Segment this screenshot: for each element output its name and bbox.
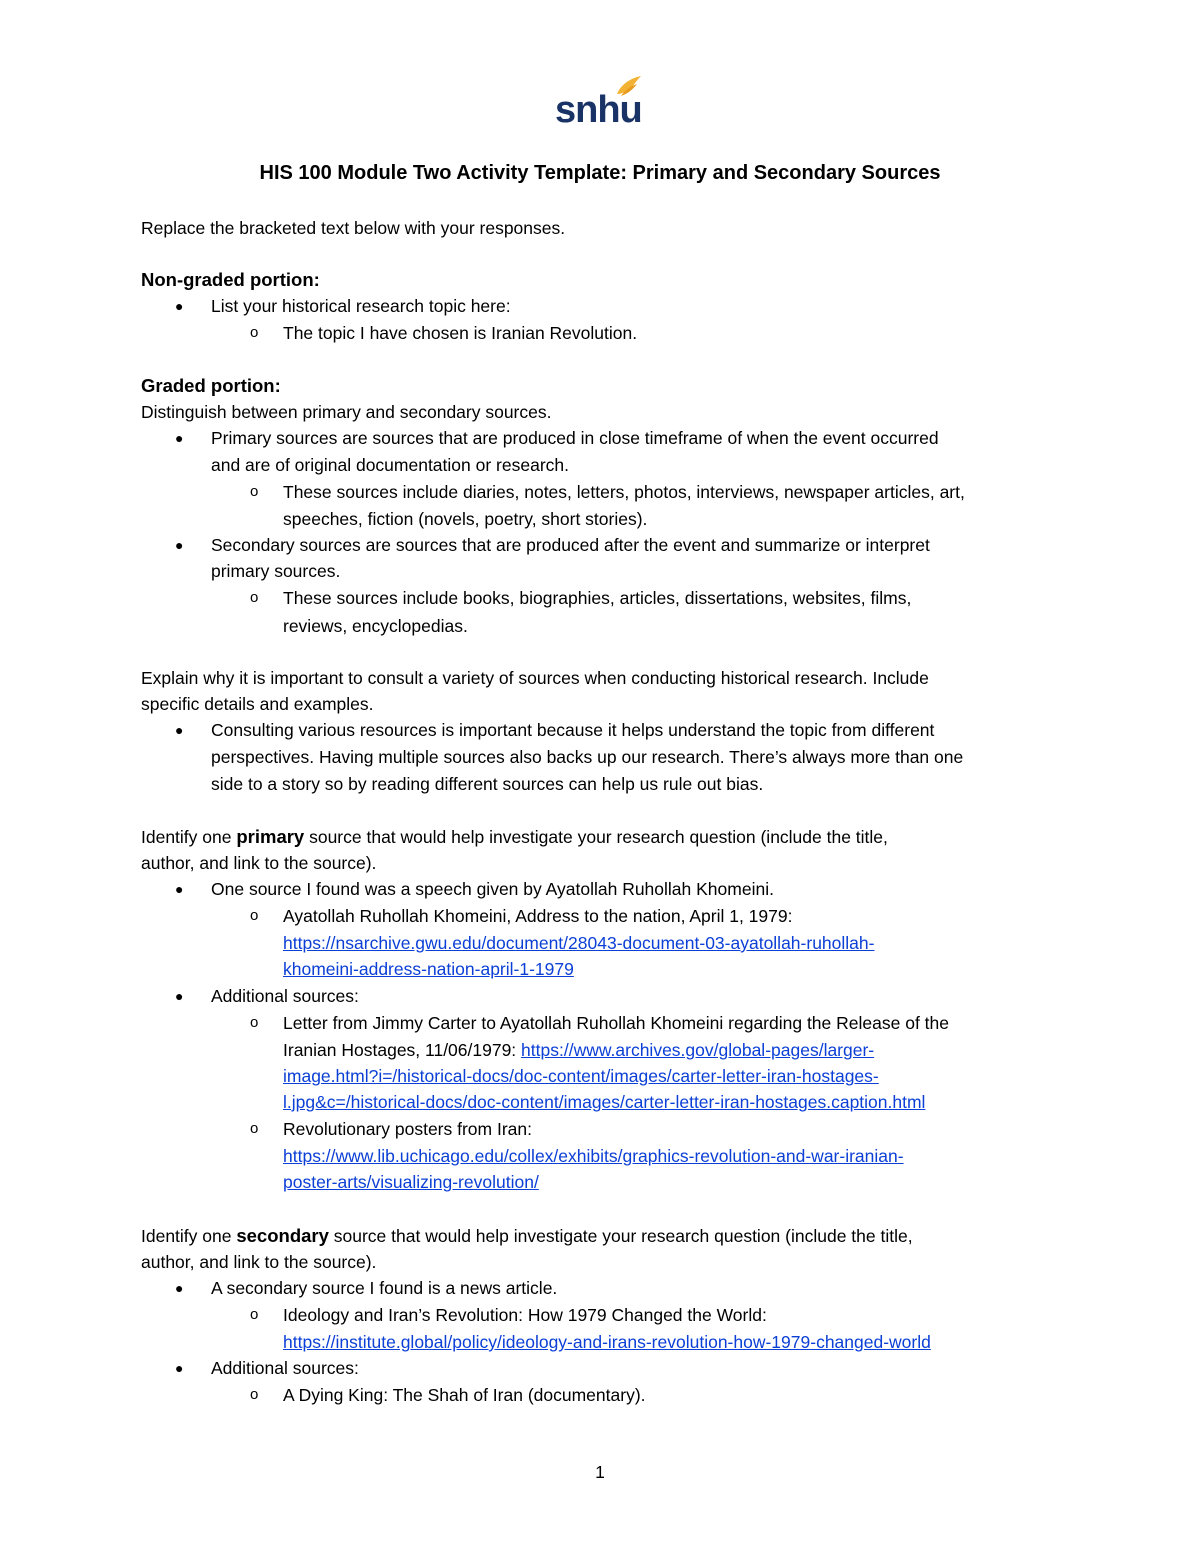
posters-link-cont[interactable]: poster-arts/visualizing-revolution/ xyxy=(283,1172,539,1192)
bullet-marker: ● xyxy=(175,298,184,314)
nongraded-bullet: List your historical research topic here: xyxy=(211,296,511,316)
secondary-source-intro: A secondary source I found is a news article. xyxy=(211,1278,558,1298)
bullet-marker: ● xyxy=(175,1360,184,1376)
primary-source-intro: One source I found was a speech given by Ayatollah Ruhollah Khomeini. xyxy=(211,879,774,899)
secondary-examples-line2: reviews, encyclopedias. xyxy=(283,616,468,636)
sub-marker: o xyxy=(250,1386,259,1403)
answer-2-line1: Consulting various resources is important because it helps understand the topic from different xyxy=(211,720,935,740)
carter-letter-link[interactable]: https://www.archives.gov/global-pages/larger- xyxy=(521,1040,875,1060)
bullet-marker: ● xyxy=(175,722,184,738)
sub-marker: o xyxy=(250,324,259,341)
primary-examples-line2: speeches, fiction (novels, poetry, short stories). xyxy=(283,509,648,529)
carter-letter-link-cont[interactable]: image.html?i=/historical-docs/doc-content/images/carter-letter-iran-hostages- xyxy=(283,1066,879,1086)
documentary-title: A Dying King: The Shah of Iran (documentary). xyxy=(283,1385,646,1405)
answer-2-line3: side to a story so by reading different sources can help us rule out bias. xyxy=(211,774,764,794)
logo-wordmark: snhu xyxy=(555,89,642,131)
bullet-marker: ● xyxy=(175,430,184,446)
bullet-marker: ● xyxy=(175,988,184,1004)
secondary-examples-line1: These sources include books, biographies, articles, dissertations, websites, films, xyxy=(283,588,912,608)
secondary-source-citation: Ideology and Iran’s Revolution: How 1979 Changed the World: xyxy=(283,1305,767,1325)
bullet-marker: ● xyxy=(175,881,184,897)
snhu-logo xyxy=(555,74,645,134)
sub-marker: o xyxy=(250,589,259,606)
primary-examples-line1: These sources include diaries, notes, letters, photos, interviews, newspaper articles, art, xyxy=(283,482,965,502)
graded-heading: Graded portion: xyxy=(141,375,281,396)
sub-marker: o xyxy=(250,1306,259,1323)
page-number: 1 xyxy=(595,1462,605,1482)
question-1: Distinguish between primary and secondary sources. xyxy=(141,402,552,422)
posters-link[interactable]: https://www.lib.uchicago.edu/collex/exhibits/graphics-revolution-and-war-iranian- xyxy=(283,1146,904,1166)
bullet-marker: ● xyxy=(175,537,184,553)
khomeini-address-link-cont[interactable]: khomeini-address-nation-april-1-1979 xyxy=(283,959,574,979)
secondary-emphasis: secondary xyxy=(236,1225,329,1246)
sub-marker: o xyxy=(250,483,259,500)
carter-letter-title: Letter from Jimmy Carter to Ayatollah Ruhollah Khomeini regarding the Release of the xyxy=(283,1013,949,1033)
answer-2-line2: perspectives. Having multiple sources also backs up our research. There’s always more than one xyxy=(211,747,964,767)
additional-sources-label: Additional sources: xyxy=(211,986,359,1006)
bullet-marker: ● xyxy=(175,1280,184,1296)
secondary-def-line2: primary sources. xyxy=(211,561,341,581)
primary-def-line2: and are of original documentation or research. xyxy=(211,455,569,475)
additional-sources-label-2: Additional sources: xyxy=(211,1358,359,1378)
nongraded-sub: The topic I have chosen is Iranian Revolution. xyxy=(283,323,638,343)
question-4-line1: Identify one secondary source that would help investigate your research question (include the title, xyxy=(141,1225,913,1246)
carter-letter-link-cont2[interactable]: l.jpg&c=/historical-docs/doc-content/images/carter-letter-iran-hostages.caption.html xyxy=(283,1092,926,1112)
sub-marker: o xyxy=(250,1120,259,1137)
nongraded-heading: Non-graded portion: xyxy=(141,269,320,290)
posters-title: Revolutionary posters from Iran: xyxy=(283,1119,532,1139)
question-2-line1: Explain why it is important to consult a variety of sources when conducting historical research. Include xyxy=(141,668,929,688)
question-2-line2: specific details and examples. xyxy=(141,694,374,714)
page-title: HIS 100 Module Two Activity Template: Primary and Secondary Sources xyxy=(259,162,941,184)
question-3-line1: Identify one primary source that would help investigate your research question (include the title, xyxy=(141,826,888,847)
question-3-line2: author, and link to the source). xyxy=(141,853,377,873)
institute-global-link[interactable]: https://institute.global/policy/ideology-and-irans-revolution-how-1979-changed-world xyxy=(283,1332,931,1352)
primary-source-citation: Ayatollah Ruhollah Khomeini, Address to the nation, April 1, 1979: xyxy=(283,906,793,926)
primary-emphasis: primary xyxy=(236,826,305,847)
khomeini-address-link[interactable]: https://nsarchive.gwu.edu/document/28043-document-03-ayatollah-ruhollah- xyxy=(283,933,875,953)
sub-marker: o xyxy=(250,907,259,924)
question-4-line2: author, and link to the source). xyxy=(141,1252,377,1272)
primary-def-line1: Primary sources are sources that are produced in close timeframe of when the event occurred xyxy=(211,428,939,448)
secondary-def-line1: Secondary sources are sources that are produced after the event and summarize or interpret xyxy=(211,535,930,555)
carter-letter-date: Iranian Hostages, 11/06/1979: xyxy=(283,1040,522,1060)
instructions: Replace the bracketed text below with your responses. xyxy=(141,218,566,238)
sub-marker: o xyxy=(250,1014,259,1031)
